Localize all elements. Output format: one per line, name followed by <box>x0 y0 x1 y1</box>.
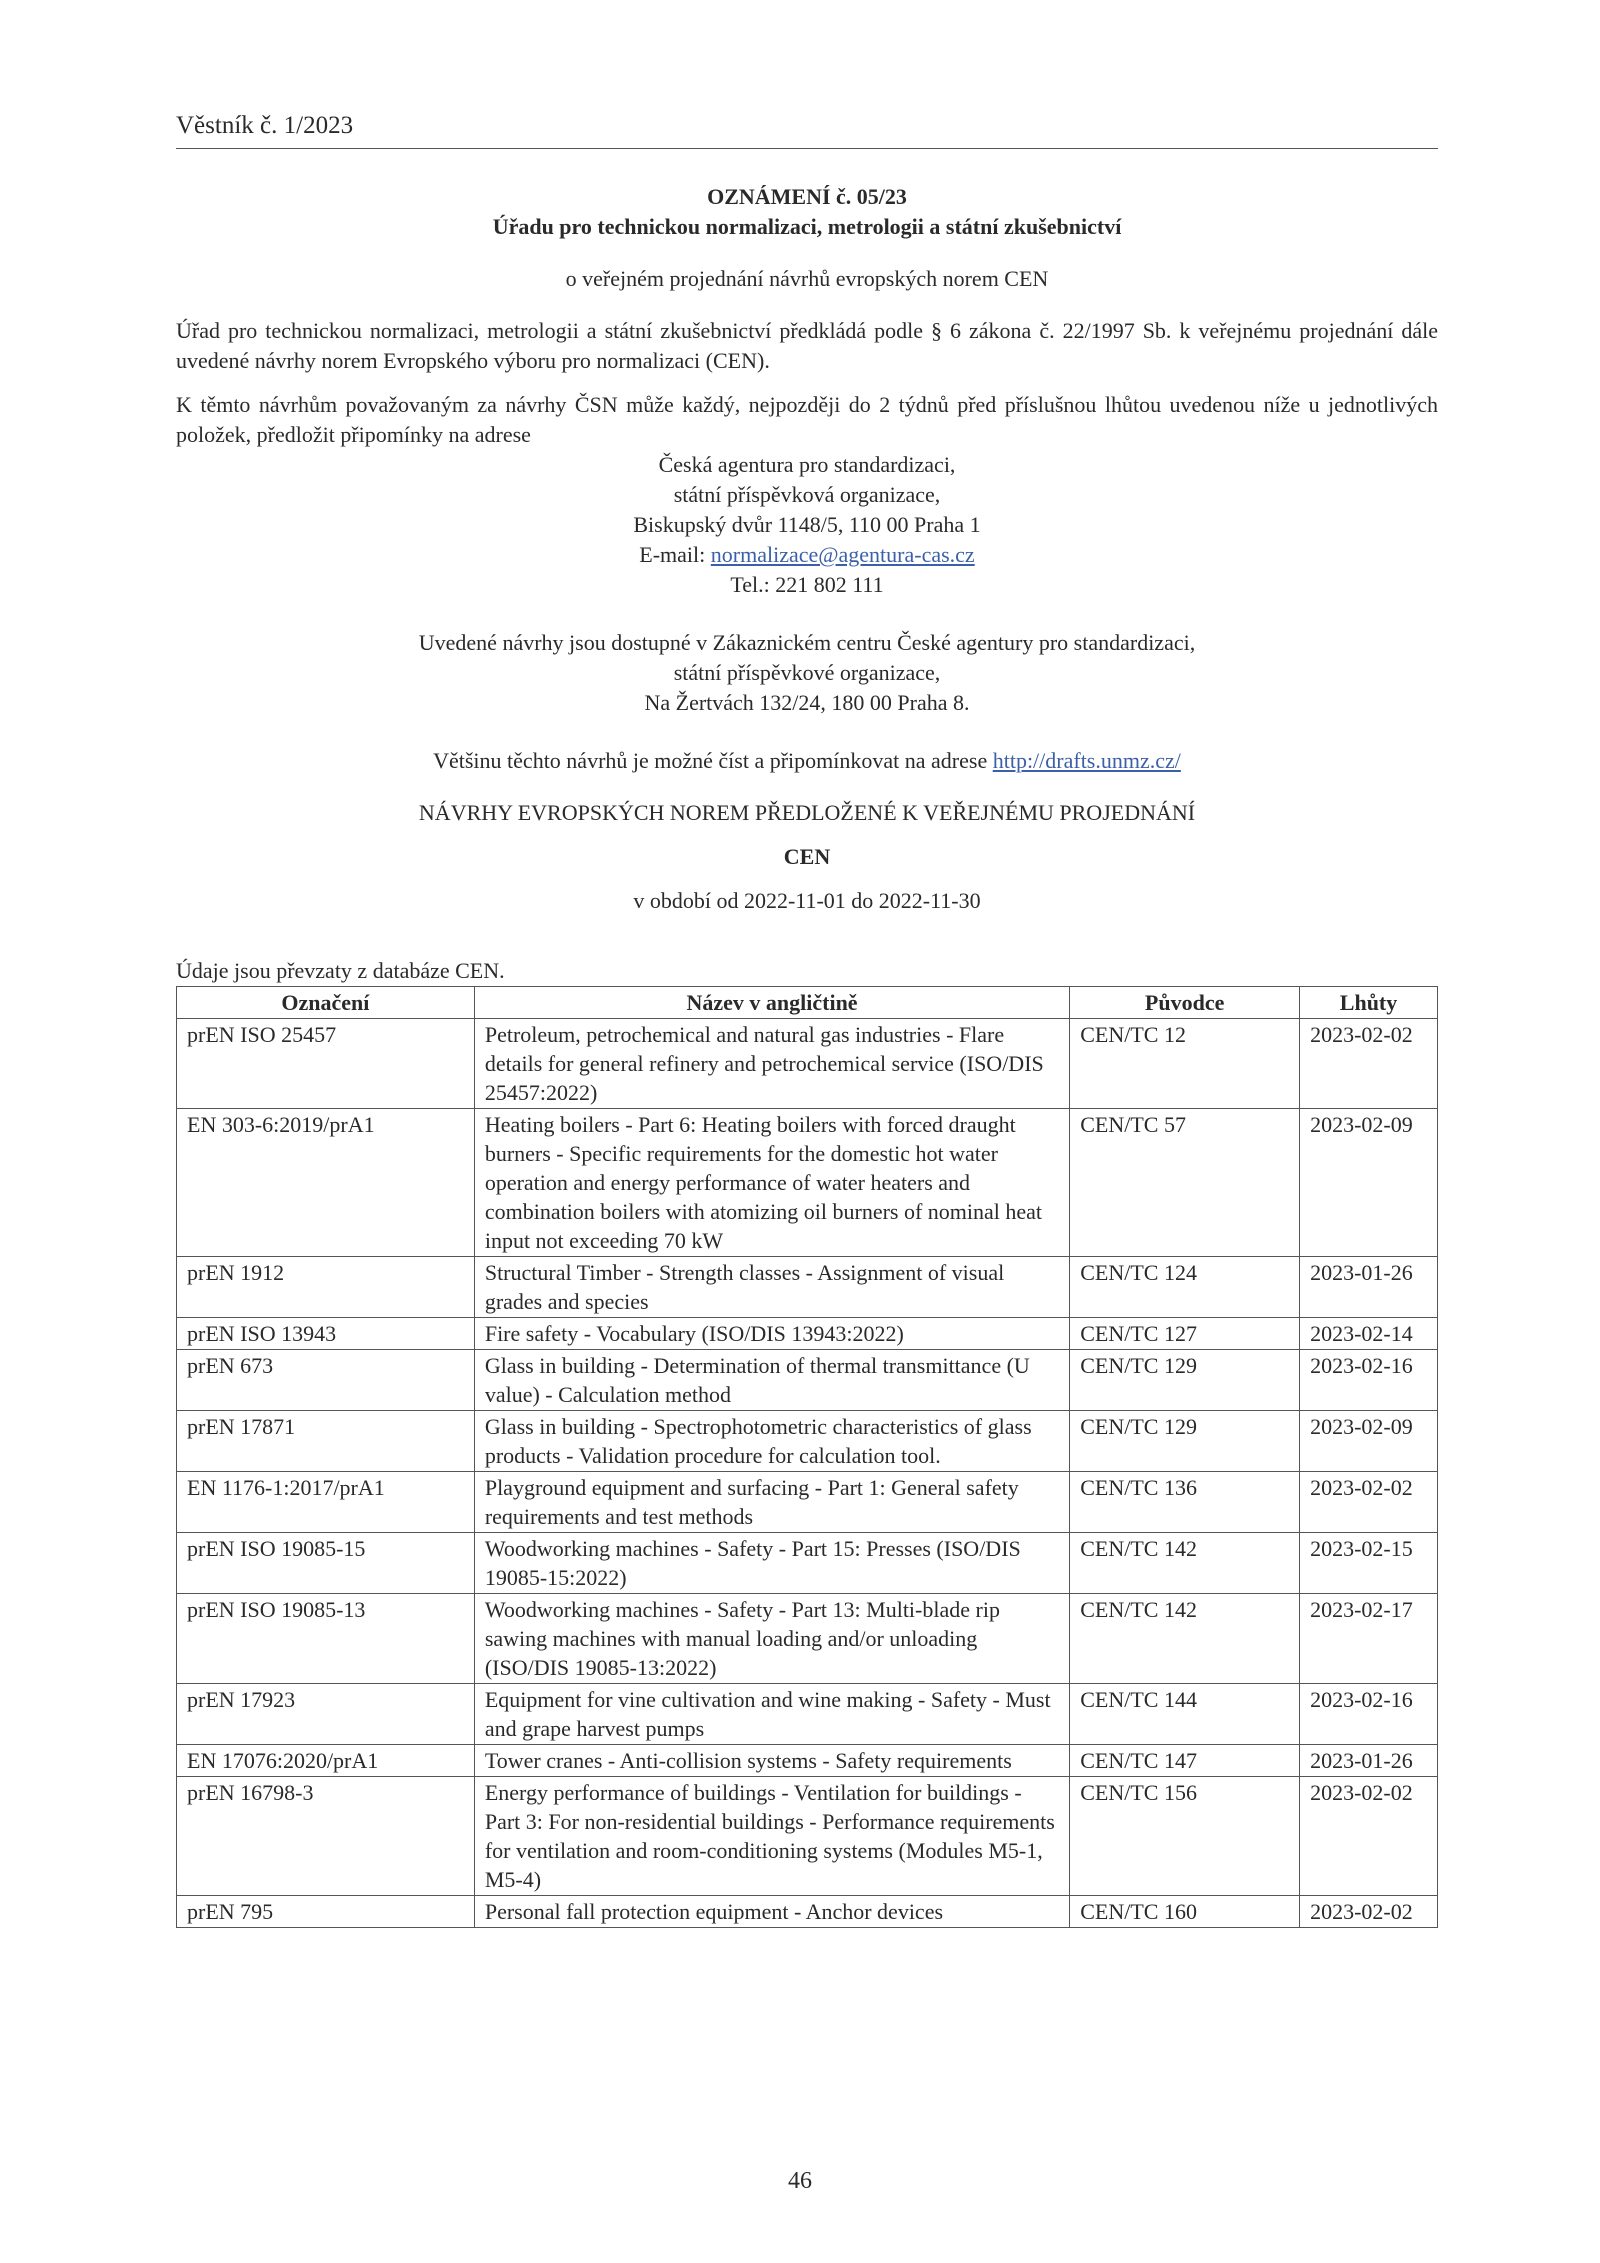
address-block <box>176 450 1438 600</box>
cell-originator: CEN/TC 129 <box>1070 1411 1300 1472</box>
address-line-2: státní příspěvková organizace, <box>673 482 941 507</box>
table-row <box>177 1472 1438 1533</box>
cell-designation: prEN 1912 <box>177 1257 475 1318</box>
cell-designation: prEN ISO 25457 <box>177 1019 475 1109</box>
drafts-link[interactable]: http://drafts.unmz.cz/ <box>992 748 1181 773</box>
cell-deadline: 2023-02-02 <box>1300 1777 1438 1896</box>
cell-english-title: Woodworking machines - Safety - Part 15: Presses (ISO/DIS 19085-15:2022) <box>474 1533 1069 1594</box>
table-row <box>177 1318 1438 1350</box>
cell-originator: CEN/TC 127 <box>1070 1318 1300 1350</box>
cell-deadline: 2023-02-16 <box>1300 1350 1438 1411</box>
comments-paragraph: K těmto návrhům považovaným za návrhy ČSN může každý, nejpozději do 2 týdnů před příslušnou lhůtou uvedenou níže u jednotlivých položek, předložit připomínky na adrese <box>176 392 1438 447</box>
table-row <box>177 1684 1438 1745</box>
norms-table-body <box>177 1019 1438 1928</box>
cell-english-title: Equipment for vine cultivation and wine making - Safety - Must and grape harvest pumps <box>474 1684 1069 1745</box>
notice-issuer: Úřadu pro technickou normalizaci, metrologii a státní zkušebnictví <box>492 214 1122 239</box>
availability-line-3: Na Žertvách 132/24, 180 00 Praha 8. <box>644 690 970 715</box>
cell-originator: CEN/TC 12 <box>1070 1019 1300 1109</box>
source-note: Údaje jsou převzaty z databáze CEN. <box>176 958 505 983</box>
period-line: v období od 2022-11-01 do 2022-11-30 <box>633 888 981 913</box>
address-line-3: Biskupský dvůr 1148/5, 110 00 Praha 1 <box>633 512 981 537</box>
cell-designation: prEN ISO 13943 <box>177 1318 475 1350</box>
email-label: E-mail: <box>639 542 711 567</box>
cell-designation: prEN ISO 19085-13 <box>177 1594 475 1684</box>
cell-deadline: 2023-02-15 <box>1300 1533 1438 1594</box>
header-originator: Původce <box>1070 987 1300 1019</box>
cell-deadline: 2023-02-09 <box>1300 1411 1438 1472</box>
cell-english-title: Fire safety - Vocabulary (ISO/DIS 13943:2022) <box>474 1318 1069 1350</box>
cell-originator: CEN/TC 57 <box>1070 1109 1300 1257</box>
online-text: Většinu těchto návrhů je možné číst a připomínkovat na adrese <box>433 748 993 773</box>
section-heading: NÁVRHY EVROPSKÝCH NOREM PŘEDLOŽENÉ K VEŘEJNÉMU PROJEDNÁNÍ <box>418 800 1196 825</box>
cell-originator: CEN/TC 142 <box>1070 1533 1300 1594</box>
header-english-title: Název v angličtině <box>474 987 1069 1019</box>
table-header-row <box>177 987 1438 1019</box>
cell-deadline: 2023-01-26 <box>1300 1745 1438 1777</box>
header-deadline: Lhůty <box>1300 987 1438 1019</box>
table-row <box>177 1745 1438 1777</box>
running-head: Věstník č. 1/2023 <box>176 112 1438 149</box>
cell-deadline: 2023-02-14 <box>1300 1318 1438 1350</box>
cell-designation: prEN 17923 <box>177 1684 475 1745</box>
cell-designation: prEN 17871 <box>177 1411 475 1472</box>
cell-originator: CEN/TC 142 <box>1070 1594 1300 1684</box>
phone-line: Tel.: 221 802 111 <box>730 572 884 597</box>
cell-designation: EN 17076:2020/prA1 <box>177 1745 475 1777</box>
cell-english-title: Personal fall protection equipment - Anchor devices <box>474 1896 1069 1928</box>
online-line <box>176 746 1438 776</box>
cell-designation: prEN 795 <box>177 1896 475 1928</box>
organization-heading: CEN <box>783 844 831 869</box>
cell-originator: CEN/TC 124 <box>1070 1257 1300 1318</box>
table-row <box>177 1777 1438 1896</box>
cell-deadline: 2023-02-09 <box>1300 1109 1438 1257</box>
availability-line-2: státní příspěvkové organizace, <box>673 660 941 685</box>
cell-english-title: Structural Timber - Strength classes - Assignment of visual grades and species <box>474 1257 1069 1318</box>
cell-deadline: 2023-02-02 <box>1300 1019 1438 1109</box>
email-line <box>176 540 1438 570</box>
table-row <box>177 1257 1438 1318</box>
cell-english-title: Heating boilers - Part 6: Heating boilers with forced draught burners - Specific requirements for the domestic hot water operation and energy performance of water heaters and combination boilers with atomizing oil burners of nominal heat input not exceeding 70 kW <box>474 1109 1069 1257</box>
table-row <box>177 1533 1438 1594</box>
cell-deadline: 2023-02-02 <box>1300 1472 1438 1533</box>
cell-english-title: Woodworking machines - Safety - Part 13: Multi-blade rip sawing machines with manual loading and/or unloading (ISO/DIS 19085-13:2022) <box>474 1594 1069 1684</box>
cell-deadline: 2023-02-17 <box>1300 1594 1438 1684</box>
cell-english-title: Petroleum, petrochemical and natural gas industries - Flare details for general refinery and petrochemical service (ISO/DIS 25457:2022) <box>474 1019 1069 1109</box>
cell-originator: CEN/TC 160 <box>1070 1896 1300 1928</box>
header-designation: Označení <box>177 987 475 1019</box>
table-row <box>177 1594 1438 1684</box>
cell-english-title: Tower cranes - Anti-collision systems - Safety requirements <box>474 1745 1069 1777</box>
cell-deadline: 2023-02-16 <box>1300 1684 1438 1745</box>
page-content <box>176 182 1438 1928</box>
cell-deadline: 2023-01-26 <box>1300 1257 1438 1318</box>
notice-subject: o veřejném projednání návrhů evropských norem CEN <box>565 266 1049 291</box>
cell-originator: CEN/TC 156 <box>1070 1777 1300 1896</box>
cell-designation: EN 303-6:2019/prA1 <box>177 1109 475 1257</box>
cell-designation: prEN 673 <box>177 1350 475 1411</box>
cell-english-title: Energy performance of buildings - Ventilation for buildings - Part 3: For non-residential buildings - Performance requirements for ventilation and room-conditioning systems (Modules M5-1, M5-4) <box>474 1777 1069 1896</box>
availability-line-1: Uvedené návrhy jsou dostupné v Zákaznickém centru České agentury pro standardizaci, <box>418 630 1196 655</box>
cell-english-title: Glass in building - Spectrophotometric characteristics of glass products - Validation procedure for calculation tool. <box>474 1411 1069 1472</box>
address-line-1: Česká agentura pro standardizaci, <box>658 452 956 477</box>
table-row <box>177 1411 1438 1472</box>
cell-designation: prEN ISO 19085-15 <box>177 1533 475 1594</box>
norms-table <box>176 986 1438 1928</box>
notice-title: OZNÁMENÍ č. 05/23 <box>707 184 907 209</box>
page-number: 46 <box>788 2168 812 2194</box>
table-row <box>177 1019 1438 1109</box>
cell-designation: prEN 16798-3 <box>177 1777 475 1896</box>
table-row <box>177 1109 1438 1257</box>
cell-designation: EN 1176-1:2017/prA1 <box>177 1472 475 1533</box>
cell-originator: CEN/TC 129 <box>1070 1350 1300 1411</box>
cell-english-title: Glass in building - Determination of thermal transmittance (U value) - Calculation method <box>474 1350 1069 1411</box>
email-link[interactable]: normalizace@agentura-cas.cz <box>710 542 975 567</box>
cell-english-title: Playground equipment and surfacing - Part 1: General safety requirements and test methods <box>474 1472 1069 1533</box>
cell-deadline: 2023-02-02 <box>1300 1896 1438 1928</box>
table-row <box>177 1350 1438 1411</box>
cell-originator: CEN/TC 136 <box>1070 1472 1300 1533</box>
intro-paragraph: Úřad pro technickou normalizaci, metrologii a státní zkušebnictví předkládá podle § 6 zákona č. 22/1997 Sb. k veřejnému projednání dále uvedené návrhy norem Evropského výboru pro normalizaci (CEN). <box>176 318 1438 373</box>
cell-originator: CEN/TC 147 <box>1070 1745 1300 1777</box>
availability-block <box>176 628 1438 718</box>
table-row <box>177 1896 1438 1928</box>
cell-originator: CEN/TC 144 <box>1070 1684 1300 1745</box>
